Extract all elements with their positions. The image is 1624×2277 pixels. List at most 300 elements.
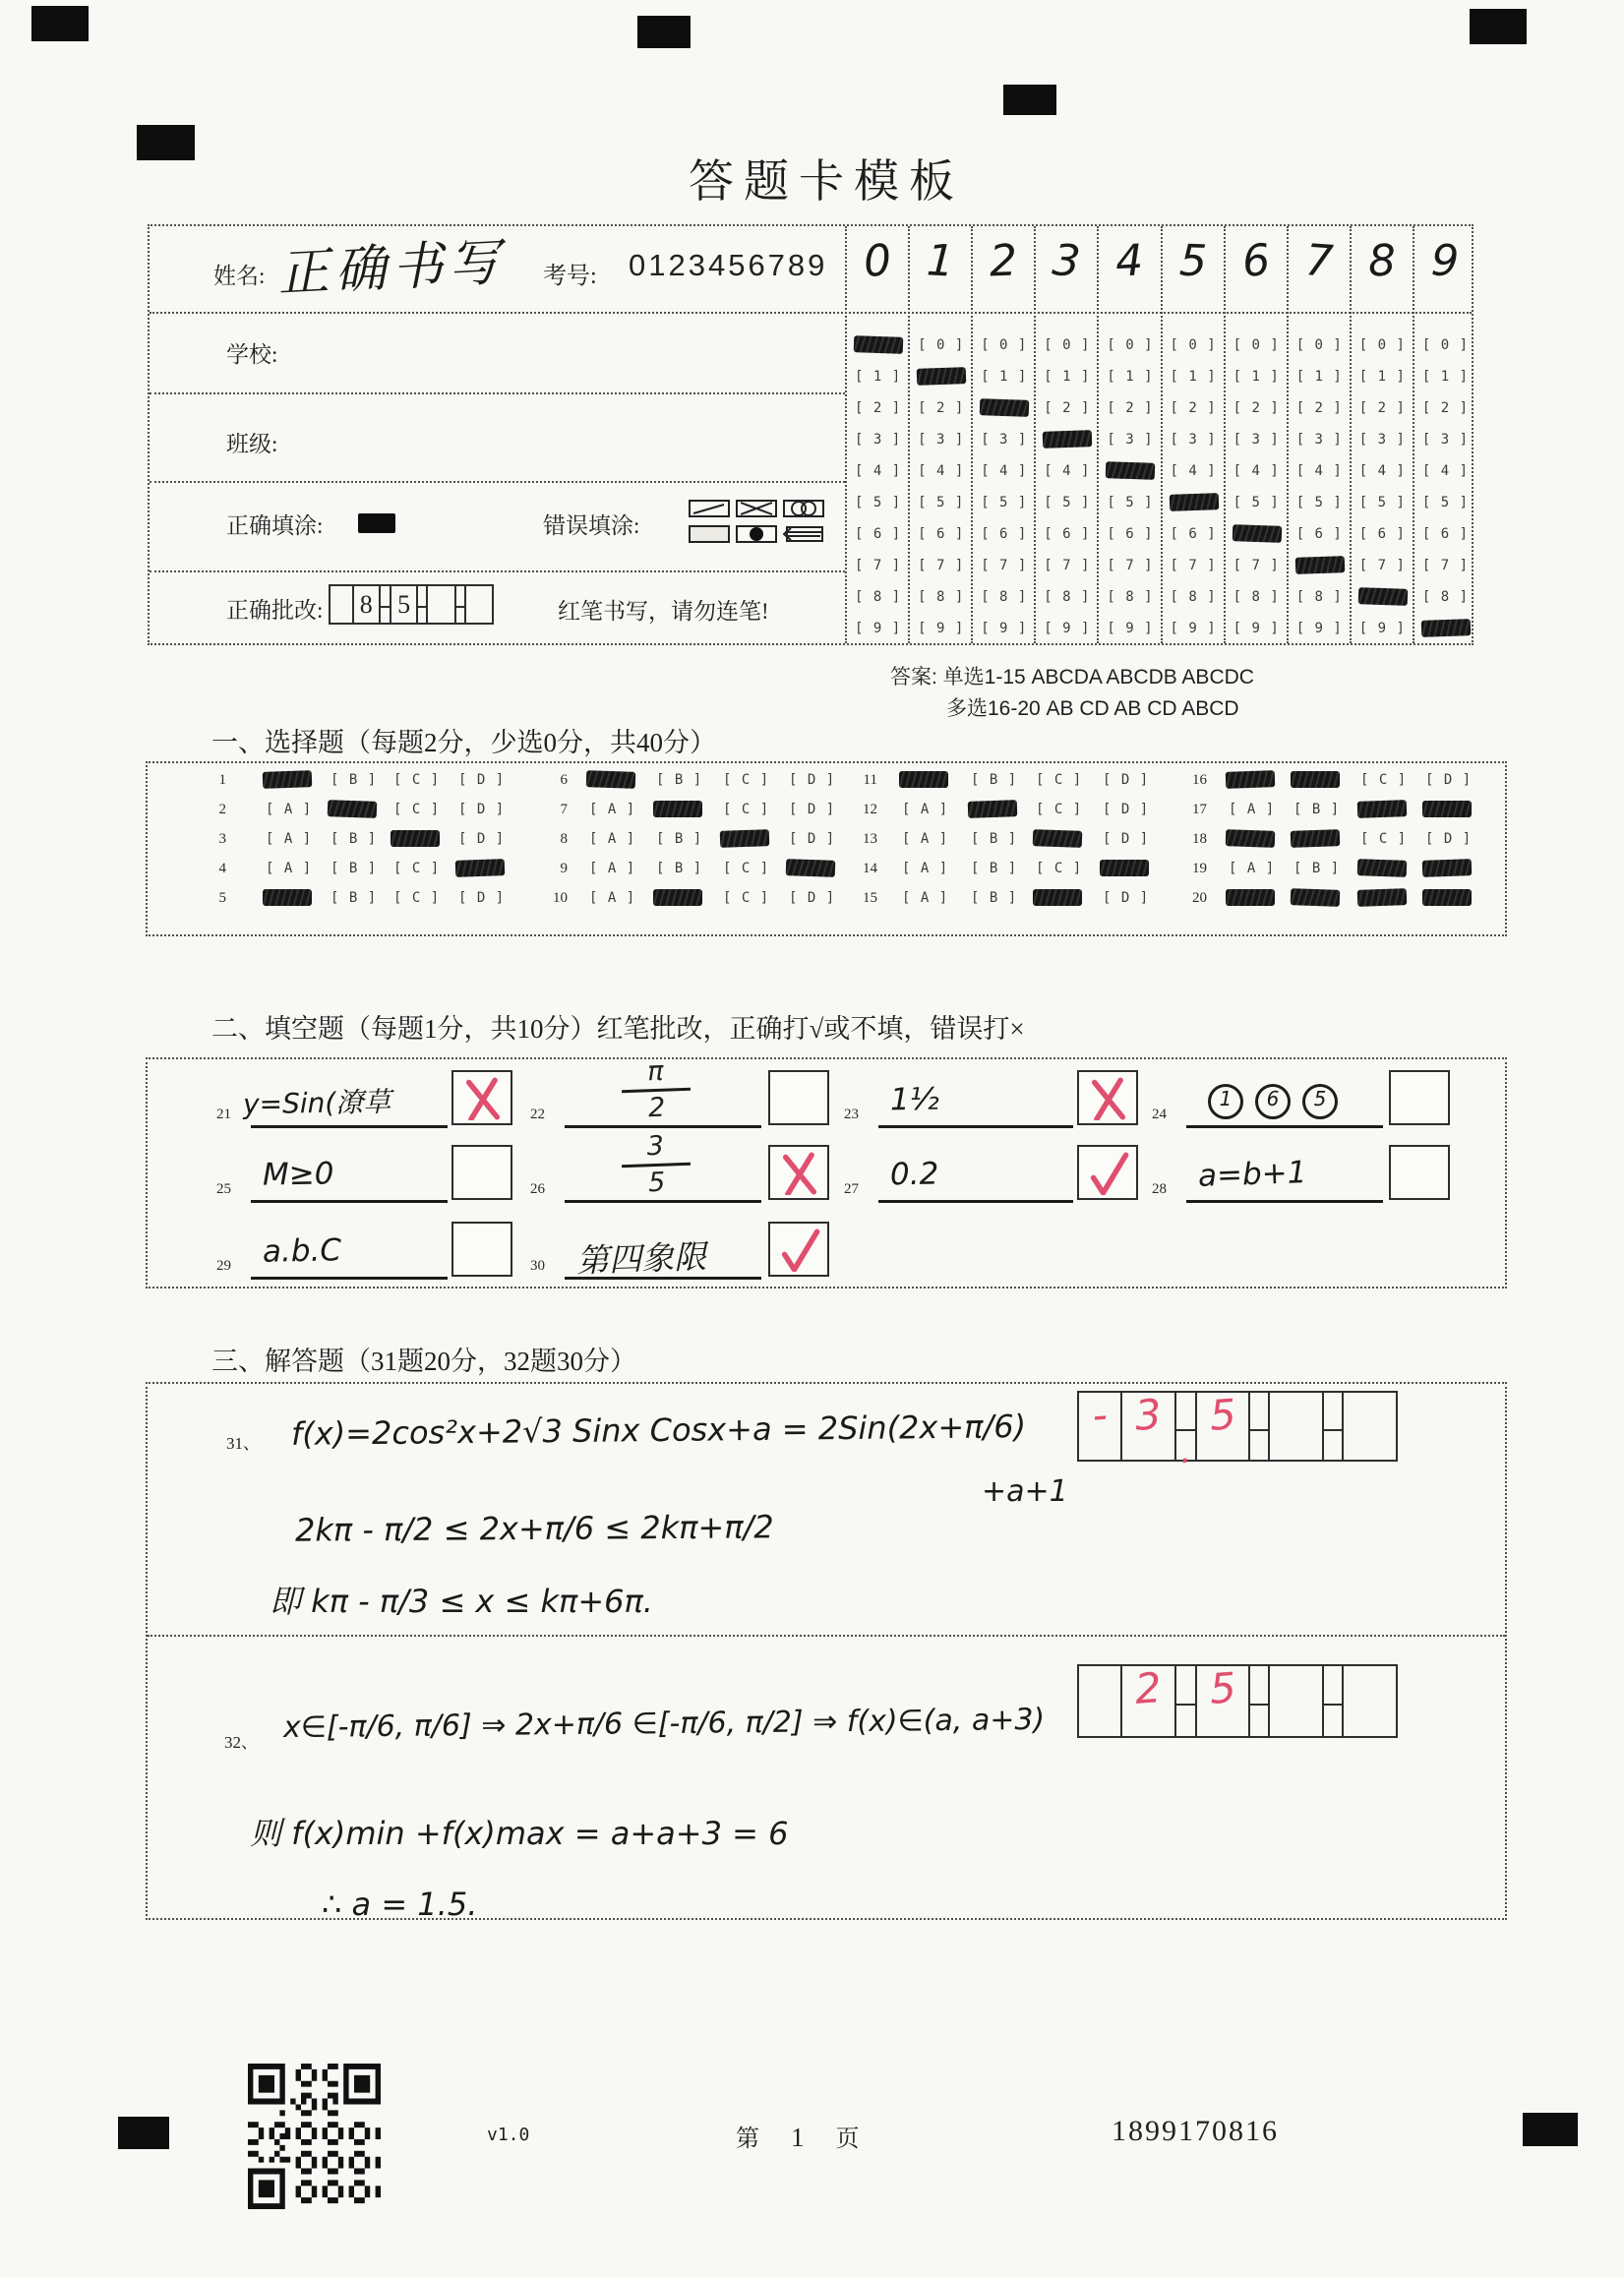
page-suffix: 页 [835,2127,860,2152]
filled-bubble [263,889,312,906]
handwritten-digit: 4 [1114,235,1145,287]
answer-bubble[interactable]: [ D ] [789,801,834,818]
answer-bubble[interactable]: [ C ] [1360,771,1406,789]
digit-bubble[interactable]: [ 7 ] [1171,557,1216,574]
answer-bubble[interactable]: [ C ] [723,771,768,789]
digit-bubble[interactable]: [ 8 ] [918,588,963,606]
digit-bubble[interactable]: [ 3 ] [918,431,963,449]
digit-bubble[interactable]: [ 6 ] [918,525,963,543]
registration-mark [118,2117,169,2149]
digit-bubble[interactable]: [ 9 ] [855,620,900,637]
digit-bubble[interactable]: [ 8 ] [1422,588,1468,606]
digit-bubble[interactable]: [ 6 ] [1422,525,1468,543]
score-cell[interactable] [1342,1666,1396,1736]
digit-bubble[interactable]: [ 7 ] [918,557,963,574]
answer-bubble[interactable] [1103,860,1148,877]
digit-bubble[interactable]: [ 9 ] [918,620,963,637]
red-cross-icon [1087,1077,1130,1120]
grading-box[interactable] [768,1070,829,1125]
q32-number: 32、 [224,1733,258,1752]
question-number: 30 [530,1258,545,1274]
score-value: - [1090,1390,1110,1440]
digit-bubble[interactable]: [ 3 ] [981,431,1026,449]
answer-bubble[interactable]: [ A ] [902,860,947,877]
answer-bubble[interactable] [971,801,1016,818]
answer-bubble[interactable]: [ B ] [1293,860,1339,877]
answer-bubble[interactable] [656,801,701,818]
filled-bubble [968,800,1018,818]
answer-bubble[interactable]: [ D ] [1103,830,1148,848]
q31-score-box[interactable] [1077,1390,1398,1472]
section1-title: 一、选择题（每题2分，少选0分，共40分） [211,728,716,757]
digit-bubble[interactable]: [ 5 ] [1359,494,1405,511]
question-number: 28 [1152,1181,1167,1197]
answer-bubble[interactable]: [ A ] [589,889,634,907]
answer-bubble[interactable]: [ D ] [458,830,504,848]
score-cell[interactable] [1268,1666,1322,1736]
digit-bubble[interactable]: [ 7 ] [855,557,900,574]
question-number: 6 [560,772,568,788]
page-title: 答题卡模板 [689,156,964,207]
digit-bubble[interactable]: [ 4 ] [1233,462,1279,480]
digit-bubble[interactable]: [ 1 ] [1107,368,1152,386]
answer-bubble[interactable]: [ D ] [1103,771,1148,789]
score-cell[interactable] [1195,1663,1248,1736]
score-cell[interactable] [1195,1390,1248,1460]
filled-bubble [328,800,378,818]
digit-bubble[interactable]: [ 3 ] [1171,431,1216,449]
question-number: 5 [218,890,226,906]
digit-bubble[interactable]: [ 6 ] [1296,525,1342,543]
answer-bubble[interactable]: [ C ] [393,860,439,877]
answer-bubble[interactable]: [ B ] [656,771,701,789]
digit-bubble[interactable]: [ 4 ] [981,462,1026,480]
answer-bubble[interactable]: [ C ] [1036,860,1081,877]
digit-bubble[interactable]: [ 2 ] [1359,399,1405,417]
digit-bubble[interactable]: [ 9 ] [1171,620,1216,637]
digit-bubble[interactable]: [ 4 ] [1171,462,1216,480]
question-number: 4 [218,861,226,876]
circled-digit: 1 [1208,1084,1243,1119]
handwritten-answer: $\frac{3}{5}$ [621,1130,692,1199]
digit-bubble[interactable]: [ 0 ] [1359,336,1405,354]
answer-bubble[interactable] [1293,889,1339,907]
answer-bubble[interactable]: [ C ] [723,889,768,907]
question-number: 18 [1192,831,1207,847]
digit-bubble[interactable]: [ 5 ] [981,494,1026,511]
filled-bubble[interactable] [917,367,967,386]
handwritten-answer: $\frac{\pi}{2}$ [621,1055,692,1124]
answer-bubble[interactable]: [ A ] [902,889,947,907]
page-number: 1 [791,2123,805,2152]
answer-bubble[interactable]: [ B ] [656,830,701,848]
handwritten-digit: 7 [1302,235,1335,287]
digit-bubble[interactable]: [ 7 ] [1422,557,1468,574]
digit-bubble[interactable]: [ 1 ] [1044,368,1089,386]
digit-bubble[interactable]: [ 5 ] [1107,494,1152,511]
q32-score-box[interactable] [1077,1664,1398,1738]
grading-box[interactable] [1389,1070,1450,1125]
answer-bubble[interactable] [1036,830,1081,848]
q31-line3: 即 kπ - π/3 ≤ x ≤ kπ+6π. [270,1583,653,1620]
score-subcell[interactable] [1322,1393,1342,1460]
mc-answer-box [146,761,1507,936]
digit-bubble[interactable]: [ 4 ] [1044,462,1089,480]
filled-bubble [1357,888,1408,907]
digit-bubble[interactable]: [ 8 ] [1171,588,1216,606]
answer-bubble[interactable] [1360,801,1406,818]
digit-bubble[interactable]: [ 0 ] [981,336,1026,354]
answer-bubble[interactable]: [ C ] [723,801,768,818]
score-value: 2 [1133,1663,1164,1713]
score-cell[interactable] [1120,1663,1173,1736]
registration-mark [1523,2113,1578,2146]
digit-bubble[interactable]: [ 1 ] [1422,368,1468,386]
score-value: 5 [397,590,411,619]
filled-bubble [899,771,948,788]
answer-bubble[interactable] [458,860,504,877]
digit-bubble[interactable]: [ 1 ] [1359,368,1405,386]
question-number: 13 [863,831,877,847]
answer-bubble[interactable] [1036,889,1081,907]
answer-bubble[interactable] [1229,771,1274,789]
digit-bubble[interactable]: [ 5 ] [1422,494,1468,511]
digit-bubble[interactable]: [ 2 ] [1296,399,1342,417]
answer-bubble[interactable] [1360,889,1406,907]
registration-mark [637,16,691,48]
answer-bubble[interactable]: [ A ] [589,860,634,877]
answer-bubble[interactable] [331,801,376,818]
answer-bubble[interactable] [1229,830,1274,848]
grading-box[interactable] [1389,1145,1450,1200]
q31-number: 31、 [226,1434,260,1453]
answer-bubble[interactable]: [ C ] [393,771,439,789]
q31-line1: f(x)=2cos²x+2√3 Sinx Cosx+a = 2Sin(2x+π/6) [290,1408,1027,1453]
answer-bubble[interactable] [656,889,701,907]
filled-bubble[interactable] [1043,430,1093,449]
filled-bubble[interactable] [1232,524,1282,543]
digit-bubble[interactable]: [ 2 ] [855,399,900,417]
digit-bubble[interactable]: [ 2 ] [1422,399,1468,417]
answer-bubble[interactable]: [ A ] [902,801,947,818]
score-cell[interactable] [1079,1390,1120,1460]
grading-box[interactable] [1077,1145,1138,1200]
filled-bubble[interactable] [1106,461,1156,480]
digit-bubble[interactable]: [ 0 ] [1296,336,1342,354]
red-check-icon [1087,1152,1130,1195]
digit-bubble[interactable]: [ 4 ] [918,462,963,480]
answer-bubble[interactable]: [ A ] [266,830,311,848]
question-number: 10 [553,890,568,906]
filled-bubble [1291,888,1341,907]
answer-bubble[interactable]: [ B ] [331,771,376,789]
digit-bubble[interactable]: [ 3 ] [1359,431,1405,449]
digit-bubble[interactable]: [ 2 ] [1044,399,1089,417]
grading-box[interactable] [451,1070,512,1125]
answer-bubble[interactable]: [ C ] [1360,830,1406,848]
score-cell[interactable] [1120,1390,1173,1460]
answer-bubble[interactable]: [ D ] [458,889,504,907]
answer-bubble[interactable] [266,889,311,907]
answer-bubble[interactable]: [ B ] [331,889,376,907]
answer-bubble[interactable]: [ D ] [1425,830,1471,848]
question-number: 19 [1192,861,1207,876]
answer-bubble[interactable]: [ A ] [1229,801,1274,818]
handwritten-digit: 0 [862,235,893,287]
digit-grid [150,226,1475,643]
blank-fill-grid [148,1055,1505,1287]
answer-bubble[interactable]: [ C ] [1036,771,1081,789]
answer-bubble[interactable]: [ D ] [458,801,504,818]
question-number: 17 [1192,802,1207,817]
question-number: 3 [218,831,226,847]
filled-bubble [1226,829,1276,848]
answer-bubble[interactable]: [ A ] [902,830,947,848]
correct-grade-label: 正确批改: [226,598,324,623]
handwritten-answer: 1½ [889,1081,940,1118]
answer-bubble[interactable]: [ B ] [331,860,376,877]
answer-bubble[interactable]: [ B ] [971,889,1016,907]
handwritten-answer: M≥0 [262,1156,334,1193]
red-check-icon [778,1228,821,1272]
answer-line[interactable] [1186,1200,1383,1203]
digit-bubble[interactable]: [ 5 ] [1044,494,1089,511]
question-number: 9 [560,861,568,876]
digit-bubble[interactable]: [ 3 ] [1296,431,1342,449]
digit-bubble[interactable]: [ 4 ] [1422,462,1468,480]
answer-bubble[interactable]: [ B ] [331,830,376,848]
digit-bubble[interactable]: [ 0 ] [1044,336,1089,354]
grading-box[interactable] [768,1222,829,1277]
answer-bubble[interactable]: [ D ] [789,830,834,848]
digit-bubble[interactable]: [ 6 ] [1107,525,1152,543]
answer-bubble[interactable]: [ A ] [1229,860,1274,877]
question-number: 11 [863,772,877,788]
answer-line[interactable] [565,1200,761,1203]
answer-bubble[interactable]: [ D ] [1103,889,1148,907]
score-cell[interactable] [1342,1393,1396,1460]
digit-bubble[interactable]: [ 8 ] [1233,588,1279,606]
answer-bubble[interactable]: [ C ] [723,860,768,877]
digit-column [845,226,908,643]
digit-bubble[interactable]: [ 3 ] [1422,431,1468,449]
filled-bubble [1357,800,1408,818]
filled-bubble[interactable] [1358,587,1409,606]
registration-mark [31,6,89,41]
digit-bubble[interactable]: [ 2 ] [1171,399,1216,417]
digit-bubble[interactable]: [ 9 ] [1296,620,1342,637]
answer-bubble[interactable]: [ A ] [589,801,634,818]
digit-bubble[interactable]: [ 9 ] [1233,620,1279,637]
digit-bubble[interactable]: [ 1 ] [1233,368,1279,386]
question-number: 16 [1192,772,1207,788]
digit-bubble[interactable]: [ 5 ] [1296,494,1342,511]
q32-line1: x∈[-π/6, π/6] ⇒ 2x+π/6 ∈[-π/6, π/2] ⇒ f(x)∈(a, a+3) [282,1702,1046,1746]
digit-bubble[interactable]: [ 9 ] [1359,620,1405,637]
digit-bubble[interactable]: [ 0 ] [1233,336,1279,354]
red-cross-icon [461,1077,505,1120]
filled-bubble[interactable] [980,398,1030,417]
score-cell[interactable] [1079,1666,1120,1736]
question-number: 15 [863,890,877,906]
exam-no-value: 0123456789 [629,248,828,282]
name-label: 姓名: [213,264,266,288]
digit-bubble[interactable]: [ 6 ] [855,525,900,543]
digit-bubble[interactable]: [ 4 ] [1359,462,1405,480]
digit-bubble[interactable]: [ 1 ] [1171,368,1216,386]
answer-bubble[interactable] [393,830,439,848]
filled-bubble [1226,770,1276,789]
answer-bubble[interactable]: [ B ] [1293,801,1339,818]
question-number: 24 [1152,1107,1167,1122]
digit-bubble[interactable]: [ 4 ] [1296,462,1342,480]
answer-bubble[interactable]: [ B ] [971,860,1016,877]
answer-bubble[interactable]: [ C ] [393,801,439,818]
digit-bubble[interactable]: [ 8 ] [1296,588,1342,606]
answer-bubble[interactable]: [ C ] [393,889,439,907]
filled-bubble[interactable] [1421,619,1472,637]
question-number: 12 [863,802,877,817]
digit-bubble[interactable]: [ 5 ] [855,494,900,511]
answer-bubble[interactable] [1425,801,1471,818]
digit-bubble[interactable]: [ 8 ] [855,588,900,606]
digit-bubble[interactable]: [ 7 ] [981,557,1026,574]
digit-bubble[interactable]: [ 8 ] [1044,588,1089,606]
registration-mark [1003,85,1056,115]
circled-digit: 5 [1302,1084,1338,1119]
answer-bubble[interactable]: [ D ] [789,771,834,789]
handwritten-digit: 9 [1429,235,1461,287]
digit-bubble[interactable]: [ 6 ] [1044,525,1089,543]
digit-bubble[interactable]: [ 1 ] [855,368,900,386]
exam-no-label: 考号: [543,264,597,289]
question-number: 22 [530,1107,545,1122]
filled-bubble [455,859,506,877]
filled-bubble[interactable] [1169,493,1219,511]
filled-bubble [586,770,636,789]
name-value: 正确书写 [275,232,508,305]
answer-bubble[interactable] [1425,860,1471,877]
answer-bubble[interactable]: [ A ] [266,801,311,818]
digit-bubble[interactable]: [ 3 ] [1233,431,1279,449]
answer-bubble[interactable] [789,860,834,877]
score-cell[interactable] [1268,1393,1322,1460]
digit-bubble[interactable]: [ 0 ] [1422,336,1468,354]
answer-bubble[interactable]: [ B ] [971,771,1016,789]
digit-bubble[interactable]: [ 0 ] [918,336,963,354]
answer-bubble[interactable] [1293,830,1339,848]
filled-bubble [1100,860,1149,876]
filled-bubble[interactable] [1294,556,1345,574]
answer-line[interactable] [565,1125,761,1128]
q31-line1b: +a+1 [982,1474,1068,1509]
digit-bubble[interactable]: [ 6 ] [1359,525,1405,543]
filled-bubble [653,889,702,906]
section2-title: 二、填空题（每题1分，共10分）红笔批改，正确打√或不填，错误打× [211,1014,1025,1044]
digit-bubble[interactable]: [ 2 ] [918,399,963,417]
digit-bubble[interactable]: [ 7 ] [1359,557,1405,574]
digit-bubble[interactable]: [ 6 ] [981,525,1026,543]
grading-box[interactable] [1077,1070,1138,1125]
answer-line[interactable] [251,1277,448,1280]
answer-bubble[interactable]: [ D ] [1425,771,1471,789]
score-subcell[interactable] [1174,1666,1195,1736]
digit-bubble[interactable]: [ 4 ] [855,462,900,480]
digit-bubble[interactable]: [ 1 ] [1296,368,1342,386]
question-number: 27 [844,1181,859,1197]
answer-bubble[interactable]: [ D ] [789,889,834,907]
answer-bubble[interactable] [1229,889,1274,907]
digit-bubble[interactable]: [ 2 ] [1107,399,1152,417]
answer-bubble[interactable]: [ A ] [266,860,311,877]
version-label: v1.0 [487,2125,530,2145]
registration-mark [137,125,195,160]
digit-bubble[interactable]: [ 7 ] [1233,557,1279,574]
digit-bubble[interactable]: [ 3 ] [855,431,900,449]
grading-box[interactable] [451,1145,512,1200]
digit-bubble[interactable]: [ 9 ] [981,620,1026,637]
answer-bubble[interactable] [1293,771,1339,789]
score-subcell[interactable] [1248,1666,1268,1736]
digit-bubble[interactable]: [ 5 ] [918,494,963,511]
digit-column [1413,226,1475,643]
grading-box[interactable] [451,1222,512,1277]
digit-column [1224,226,1287,643]
digit-bubble[interactable]: [ 7 ] [1107,557,1152,574]
score-subcell[interactable] [1322,1666,1342,1736]
score-subcell[interactable] [1174,1393,1195,1472]
digit-bubble[interactable]: [ 6 ] [1171,525,1216,543]
digit-bubble[interactable]: [ 9 ] [1107,620,1152,637]
answer-line[interactable] [1186,1125,1383,1128]
header-info-box [148,224,1474,645]
score-value: 3 [1133,1390,1164,1440]
answer-bubble[interactable]: [ B ] [971,830,1016,848]
digit-bubble[interactable]: [ 0 ] [1171,336,1216,354]
answer-bubble[interactable]: [ C ] [1036,801,1081,818]
answer-bubble[interactable] [723,830,768,848]
score-value: 8 [359,590,373,619]
answer-bubble[interactable] [1425,889,1471,907]
answer-bubble[interactable] [266,771,311,789]
answer-bubble[interactable]: [ D ] [1103,801,1148,818]
digit-bubble[interactable]: [ 2 ] [1233,399,1279,417]
digit-bubble[interactable]: [ 1 ] [981,368,1026,386]
answer-line[interactable] [878,1200,1073,1203]
page-prefix: 第 [736,2127,759,2152]
answer-bubble[interactable] [902,771,947,789]
digit-bubble[interactable]: [ 5 ] [1233,494,1279,511]
filled-bubble [1422,859,1473,877]
digit-bubble[interactable]: [ 0 ] [1107,336,1152,354]
answer-bubble[interactable] [589,771,634,789]
answer-bubble[interactable]: [ B ] [656,860,701,877]
score-subcell[interactable] [1248,1393,1268,1460]
filled-bubble[interactable] [854,335,904,354]
answer-bubble[interactable]: [ D ] [458,771,504,789]
answer-line[interactable] [251,1200,448,1203]
digit-bubble[interactable]: [ 7 ] [1044,557,1089,574]
digit-bubble[interactable]: [ 3 ] [1107,431,1152,449]
grading-box[interactable] [768,1145,829,1200]
answer-line[interactable] [878,1125,1073,1128]
digit-bubble[interactable]: [ 9 ] [1044,620,1089,637]
answer-bubble[interactable] [1360,860,1406,877]
digit-bubble[interactable]: [ 8 ] [981,588,1026,606]
digit-bubble[interactable]: [ 8 ] [1107,588,1152,606]
answer-line[interactable] [251,1125,448,1128]
answer-bubble[interactable]: [ A ] [589,830,634,848]
